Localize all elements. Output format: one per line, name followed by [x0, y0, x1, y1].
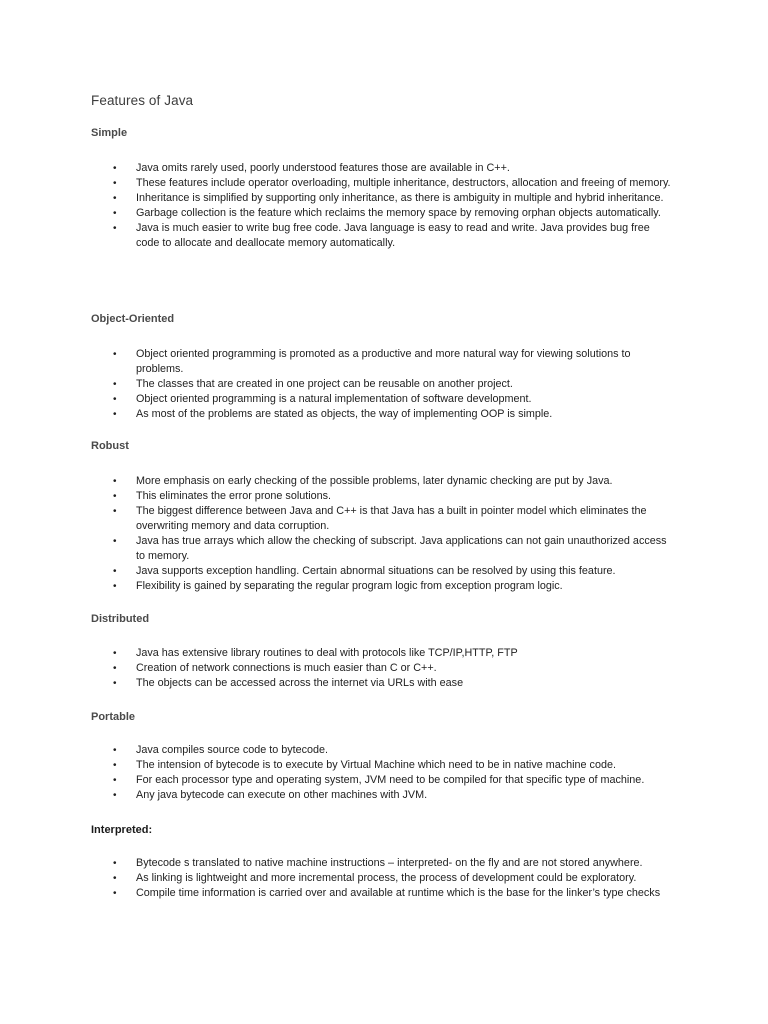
bullet-icon: • — [113, 648, 117, 659]
list-item — [0, 871, 676, 886]
list-item — [0, 886, 676, 901]
list-item — [0, 773, 676, 788]
bullet-icon: • — [113, 663, 117, 674]
bullet-icon: • — [113, 208, 117, 219]
list-item-text: Object oriented programming is promoted as a productive and more natural way for viewing solutions to problems. — [136, 348, 631, 375]
list-item — [0, 347, 676, 377]
list-item-text: Compile time information is carried over and available at runtime which is the base for the linker’s type checks — [136, 887, 661, 899]
section-list-object-oriented — [0, 347, 768, 422]
section-heading-distributed: Distributed — [91, 613, 150, 625]
bullet-icon: • — [113, 566, 117, 577]
list-item — [0, 564, 676, 579]
list-item-text: More emphasis on early checking of the possible problems, later dynamic checking are put by Java. — [136, 475, 613, 487]
list-item-text: Java omits rarely used, poorly understood features those are available in C++. — [136, 162, 510, 174]
list-item — [0, 676, 676, 691]
list-item-text: Bytecode s translated to native machine instructions – interpreted- on the fly and are not stored anywhere. — [136, 857, 643, 869]
bullet-icon: • — [113, 775, 117, 786]
list-item-text: As linking is lightweight and more incremental process, the process of development could be exploratory. — [136, 872, 637, 884]
list-item — [0, 221, 676, 251]
page-title: Features of Java — [91, 93, 194, 108]
bullet-icon: • — [113, 581, 117, 592]
list-item — [0, 206, 676, 221]
section-list-distributed — [0, 646, 768, 691]
list-item-text: The biggest difference between Java and C++ is that Java has a built in pointer model which eliminates the overwriting memory and data corruption. — [136, 505, 647, 532]
list-item — [0, 489, 676, 504]
list-item — [0, 579, 676, 594]
bullet-icon: • — [113, 379, 117, 390]
list-item-text: Java is much easier to write bug free code. Java language is easy to read and write. Java provides bug free code to allocate and deallocate memory automatically. — [136, 222, 650, 249]
list-item — [0, 661, 676, 676]
list-item-text: Object oriented programming is a natural implementation of software development. — [136, 393, 532, 405]
bullet-icon: • — [113, 745, 117, 756]
list-item-text: Java supports exception handling. Certain abnormal situations can be resolved by using this feature. — [136, 565, 616, 577]
list-item-text: As most of the problems are stated as objects, the way of implementing OOP is simple. — [136, 408, 553, 420]
list-item — [0, 392, 676, 407]
list-item-text: These features include operator overloading, multiple inheritance, destructors, allocation and freeing of memory. — [136, 177, 671, 189]
list-item-text: The objects can be accessed across the internet via URLs with ease — [136, 677, 464, 689]
list-item — [0, 743, 676, 758]
section-list-portable — [0, 743, 768, 803]
bullet-icon: • — [113, 536, 117, 547]
list-item-text: The classes that are created in one project can be reusable on another project. — [136, 378, 513, 390]
bullet-icon: • — [113, 223, 117, 234]
section-heading-robust: Robust — [91, 440, 129, 452]
list-item-text: Garbage collection is the feature which reclaims the memory space by removing orphan objects automatically. — [136, 207, 661, 219]
list-item — [0, 856, 676, 871]
list-item — [0, 407, 676, 422]
section-heading-portable: Portable — [91, 711, 136, 723]
section-list-interpreted — [0, 856, 768, 901]
bullet-icon: • — [113, 394, 117, 405]
bullet-icon: • — [113, 873, 117, 884]
bullet-icon: • — [113, 678, 117, 689]
section-heading-interpreted: Interpreted: — [91, 824, 153, 836]
section-list-robust — [0, 474, 768, 594]
bullet-icon: • — [113, 506, 117, 517]
bullet-icon: • — [113, 476, 117, 487]
list-item — [0, 377, 676, 392]
list-item — [0, 788, 676, 803]
list-item — [0, 504, 676, 534]
list-item-text: Creation of network connections is much easier than C or C++. — [136, 662, 437, 674]
list-item — [0, 646, 676, 661]
list-item — [0, 191, 676, 206]
bullet-icon: • — [113, 858, 117, 869]
bullet-icon: • — [113, 193, 117, 204]
bullet-icon: • — [113, 760, 117, 771]
list-item-text: Flexibility is gained by separating the regular program logic from exception program logic. — [136, 580, 563, 592]
list-item — [0, 758, 676, 773]
list-item — [0, 534, 676, 564]
section-list-simple — [0, 161, 768, 251]
section-heading-simple: Simple — [91, 127, 128, 139]
bullet-icon: • — [113, 790, 117, 801]
list-item — [0, 176, 676, 191]
list-item-text: Inheritance is simplified by supporting only inheritance, as there is ambiguity in multiple and hybrid inheritance. — [136, 192, 664, 204]
list-item-text: The intension of bytecode is to execute by Virtual Machine which need to be in native machine code. — [136, 759, 616, 771]
list-item — [0, 474, 676, 489]
bullet-icon: • — [113, 409, 117, 420]
list-item-text: For each processor type and operating system, JVM need to be compiled for that specific type of machine. — [136, 774, 645, 786]
bullet-icon: • — [113, 178, 117, 189]
bullet-icon: • — [113, 163, 117, 174]
list-item — [0, 161, 676, 176]
bullet-icon: • — [113, 888, 117, 899]
list-item-text: Java has extensive library routines to deal with protocols like TCP/IP,HTTP, FTP — [136, 647, 518, 659]
list-item-text: Java has true arrays which allow the checking of subscript. Java applications can not gain unauthorized access to memory. — [136, 535, 667, 562]
section-heading-object-oriented: Object-Oriented — [91, 313, 175, 325]
list-item-text: Any java bytecode can execute on other machines with JVM. — [136, 789, 428, 801]
list-item-text: This eliminates the error prone solutions. — [136, 490, 332, 502]
list-item-text: Java compiles source code to bytecode. — [136, 744, 329, 756]
bullet-icon: • — [113, 491, 117, 502]
bullet-icon: • — [113, 349, 117, 360]
